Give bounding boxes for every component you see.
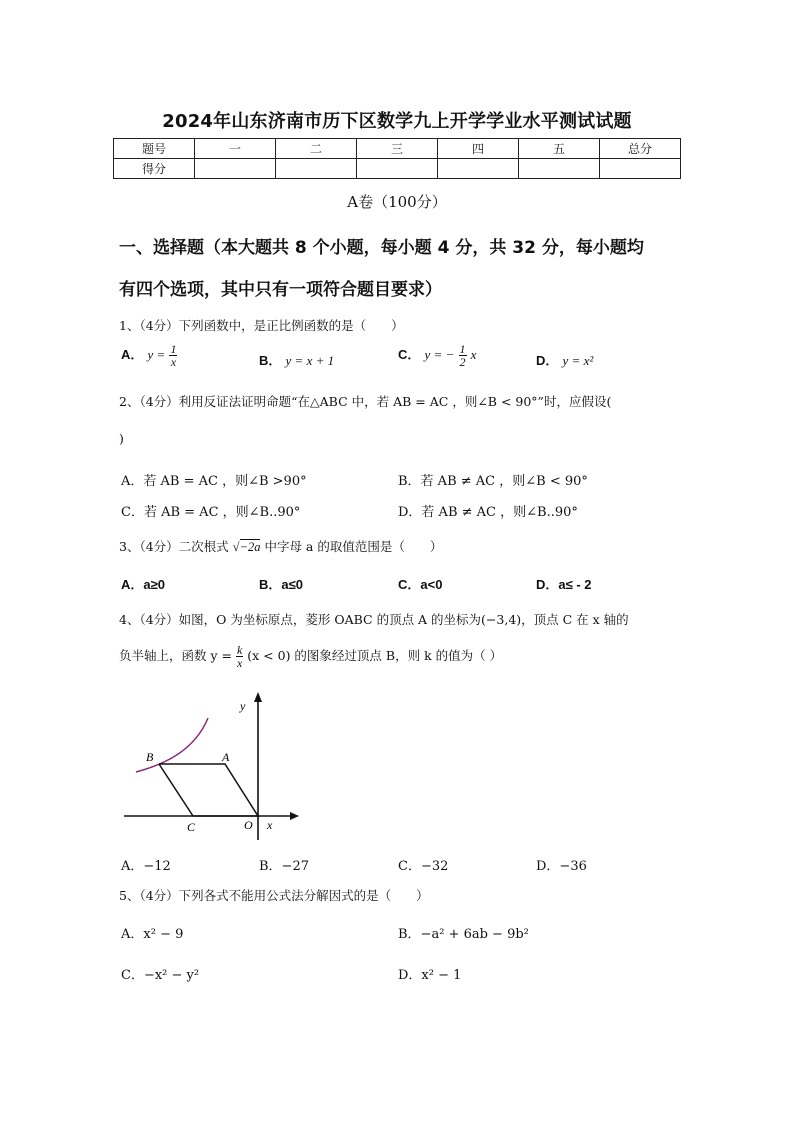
score-cell xyxy=(357,159,438,179)
rhombus-hyperbola-figure xyxy=(122,690,302,840)
q5-option-b: B．−a² + 6ab − 9b² xyxy=(398,927,529,942)
score-cell: 三 xyxy=(357,139,438,159)
label-x: x xyxy=(267,818,273,832)
denominator: 2 xyxy=(459,355,466,369)
label-y: y xyxy=(240,699,246,713)
score-cell: 五 xyxy=(519,139,600,159)
denominator: x xyxy=(170,355,177,369)
radicand: −2a xyxy=(239,540,261,554)
radical-sign: √ xyxy=(232,540,240,554)
math-expr: y = x + 1 xyxy=(285,353,335,368)
score-table xyxy=(113,138,681,179)
score-cell xyxy=(195,159,276,179)
q1-option-a xyxy=(121,343,177,368)
option-label: A． xyxy=(121,347,144,362)
q1-option-d xyxy=(536,350,593,369)
stem-text: (x < 0) 的图象经过顶点 B，则 k 的值为（ ） xyxy=(247,648,503,663)
q3-option-a: A．a≥0 xyxy=(121,577,165,592)
section-heading-line1: 一、选择题（本大题共 8 个小题，每小题 4 分，共 32 分，每小题均 xyxy=(119,238,644,258)
math-expr: y = − xyxy=(424,347,455,362)
q2-option-b: B．若 AB ≠ AC ，则∠B < 90° xyxy=(398,474,588,489)
math-expr: y = x² xyxy=(562,353,594,368)
question-1-stem: 1、（4分）下列函数中，是正比例函数的是（ ） xyxy=(119,318,404,333)
label-c: C xyxy=(187,820,196,834)
score-cell: 得分 xyxy=(114,159,195,179)
question-2-stem-cont: ) xyxy=(119,431,124,446)
label-o: O xyxy=(244,818,253,832)
stem-text: 负半轴上，函数 y = xyxy=(119,648,232,663)
score-cell: 二 xyxy=(276,139,357,159)
numerator: 1 xyxy=(459,342,466,356)
q4-option-b: B．−27 xyxy=(259,859,309,874)
label-b: B xyxy=(146,750,154,764)
stem-text: 中字母 a 的取值范围是（ ） xyxy=(264,539,443,554)
q5-option-d: D．x² − 1 xyxy=(398,968,462,983)
denominator: x xyxy=(236,656,243,670)
score-cell xyxy=(276,159,357,179)
numerator: k xyxy=(236,643,243,657)
math-expr: y = xyxy=(147,347,166,362)
radical-expr xyxy=(233,539,261,554)
question-4-stem-line1: 4、（4分）如图，O 为坐标原点，菱形 OABC 的顶点 A 的坐标为(−3,4)，顶点 C 在 x 轴的 xyxy=(119,612,629,627)
option-label: D． xyxy=(536,353,559,368)
q4-option-a: A．−12 xyxy=(121,859,171,874)
score-cell xyxy=(600,159,681,179)
question-3-stem xyxy=(119,537,442,555)
score-table-header-row xyxy=(114,139,681,159)
fraction xyxy=(169,343,177,368)
label-a: A xyxy=(222,750,230,764)
score-cell xyxy=(438,159,519,179)
x-axis-arrow xyxy=(290,812,299,820)
math-expr: x xyxy=(470,347,477,362)
q5-option-a: A．x² − 9 xyxy=(121,927,184,942)
section-heading-line2: 有四个选项，其中只有一项符合题目要求） xyxy=(119,280,442,300)
q1-option-c xyxy=(398,343,476,368)
score-cell: 一 xyxy=(195,139,276,159)
q3-option-b: B．a≤0 xyxy=(259,577,303,592)
q4-option-d: D．−36 xyxy=(536,859,587,874)
q1-option-b xyxy=(259,350,334,369)
q4-option-c: C．−32 xyxy=(398,859,449,874)
score-table-score-row xyxy=(114,159,681,179)
fraction xyxy=(236,644,243,669)
score-cell xyxy=(519,159,600,179)
q5-option-c: C．−x² − y² xyxy=(121,968,200,983)
question-2-stem: 2、（4分）利用反证法证明命题“在△ABC 中，若 AB = AC ，则∠B < 90°”时，应假设( xyxy=(119,394,612,409)
q2-option-c: C．若 AB = AC ，则∠B..90° xyxy=(121,505,301,520)
score-cell: 总分 xyxy=(600,139,681,159)
score-cell: 题号 xyxy=(114,139,195,159)
q2-option-d: D．若 AB ≠ AC ，则∠B..90° xyxy=(398,505,578,520)
numerator: 1 xyxy=(170,342,177,356)
rhombus-oabc xyxy=(159,764,258,816)
stem-text: 3、（4分）二次根式 xyxy=(119,539,229,554)
q2-option-a: A．若 AB = AC ，则∠B >90° xyxy=(121,474,307,489)
score-cell: 四 xyxy=(438,139,519,159)
option-label: C． xyxy=(398,347,421,362)
q3-option-d: D．a≤ - 2 xyxy=(536,577,592,592)
fraction xyxy=(459,343,467,368)
y-axis-arrow xyxy=(254,692,262,702)
q3-option-c: C．a<0 xyxy=(398,577,443,592)
section-subtitle: A卷（100分） xyxy=(347,193,447,211)
option-label: B． xyxy=(259,353,282,368)
question-4-stem-line2 xyxy=(119,644,502,669)
document-title: 2024年山东济南市历下区数学九上开学学业水平测试试题 xyxy=(162,111,632,132)
question-5-stem: 5、（4分）下列各式不能用公式法分解因式的是（ ） xyxy=(119,888,429,903)
